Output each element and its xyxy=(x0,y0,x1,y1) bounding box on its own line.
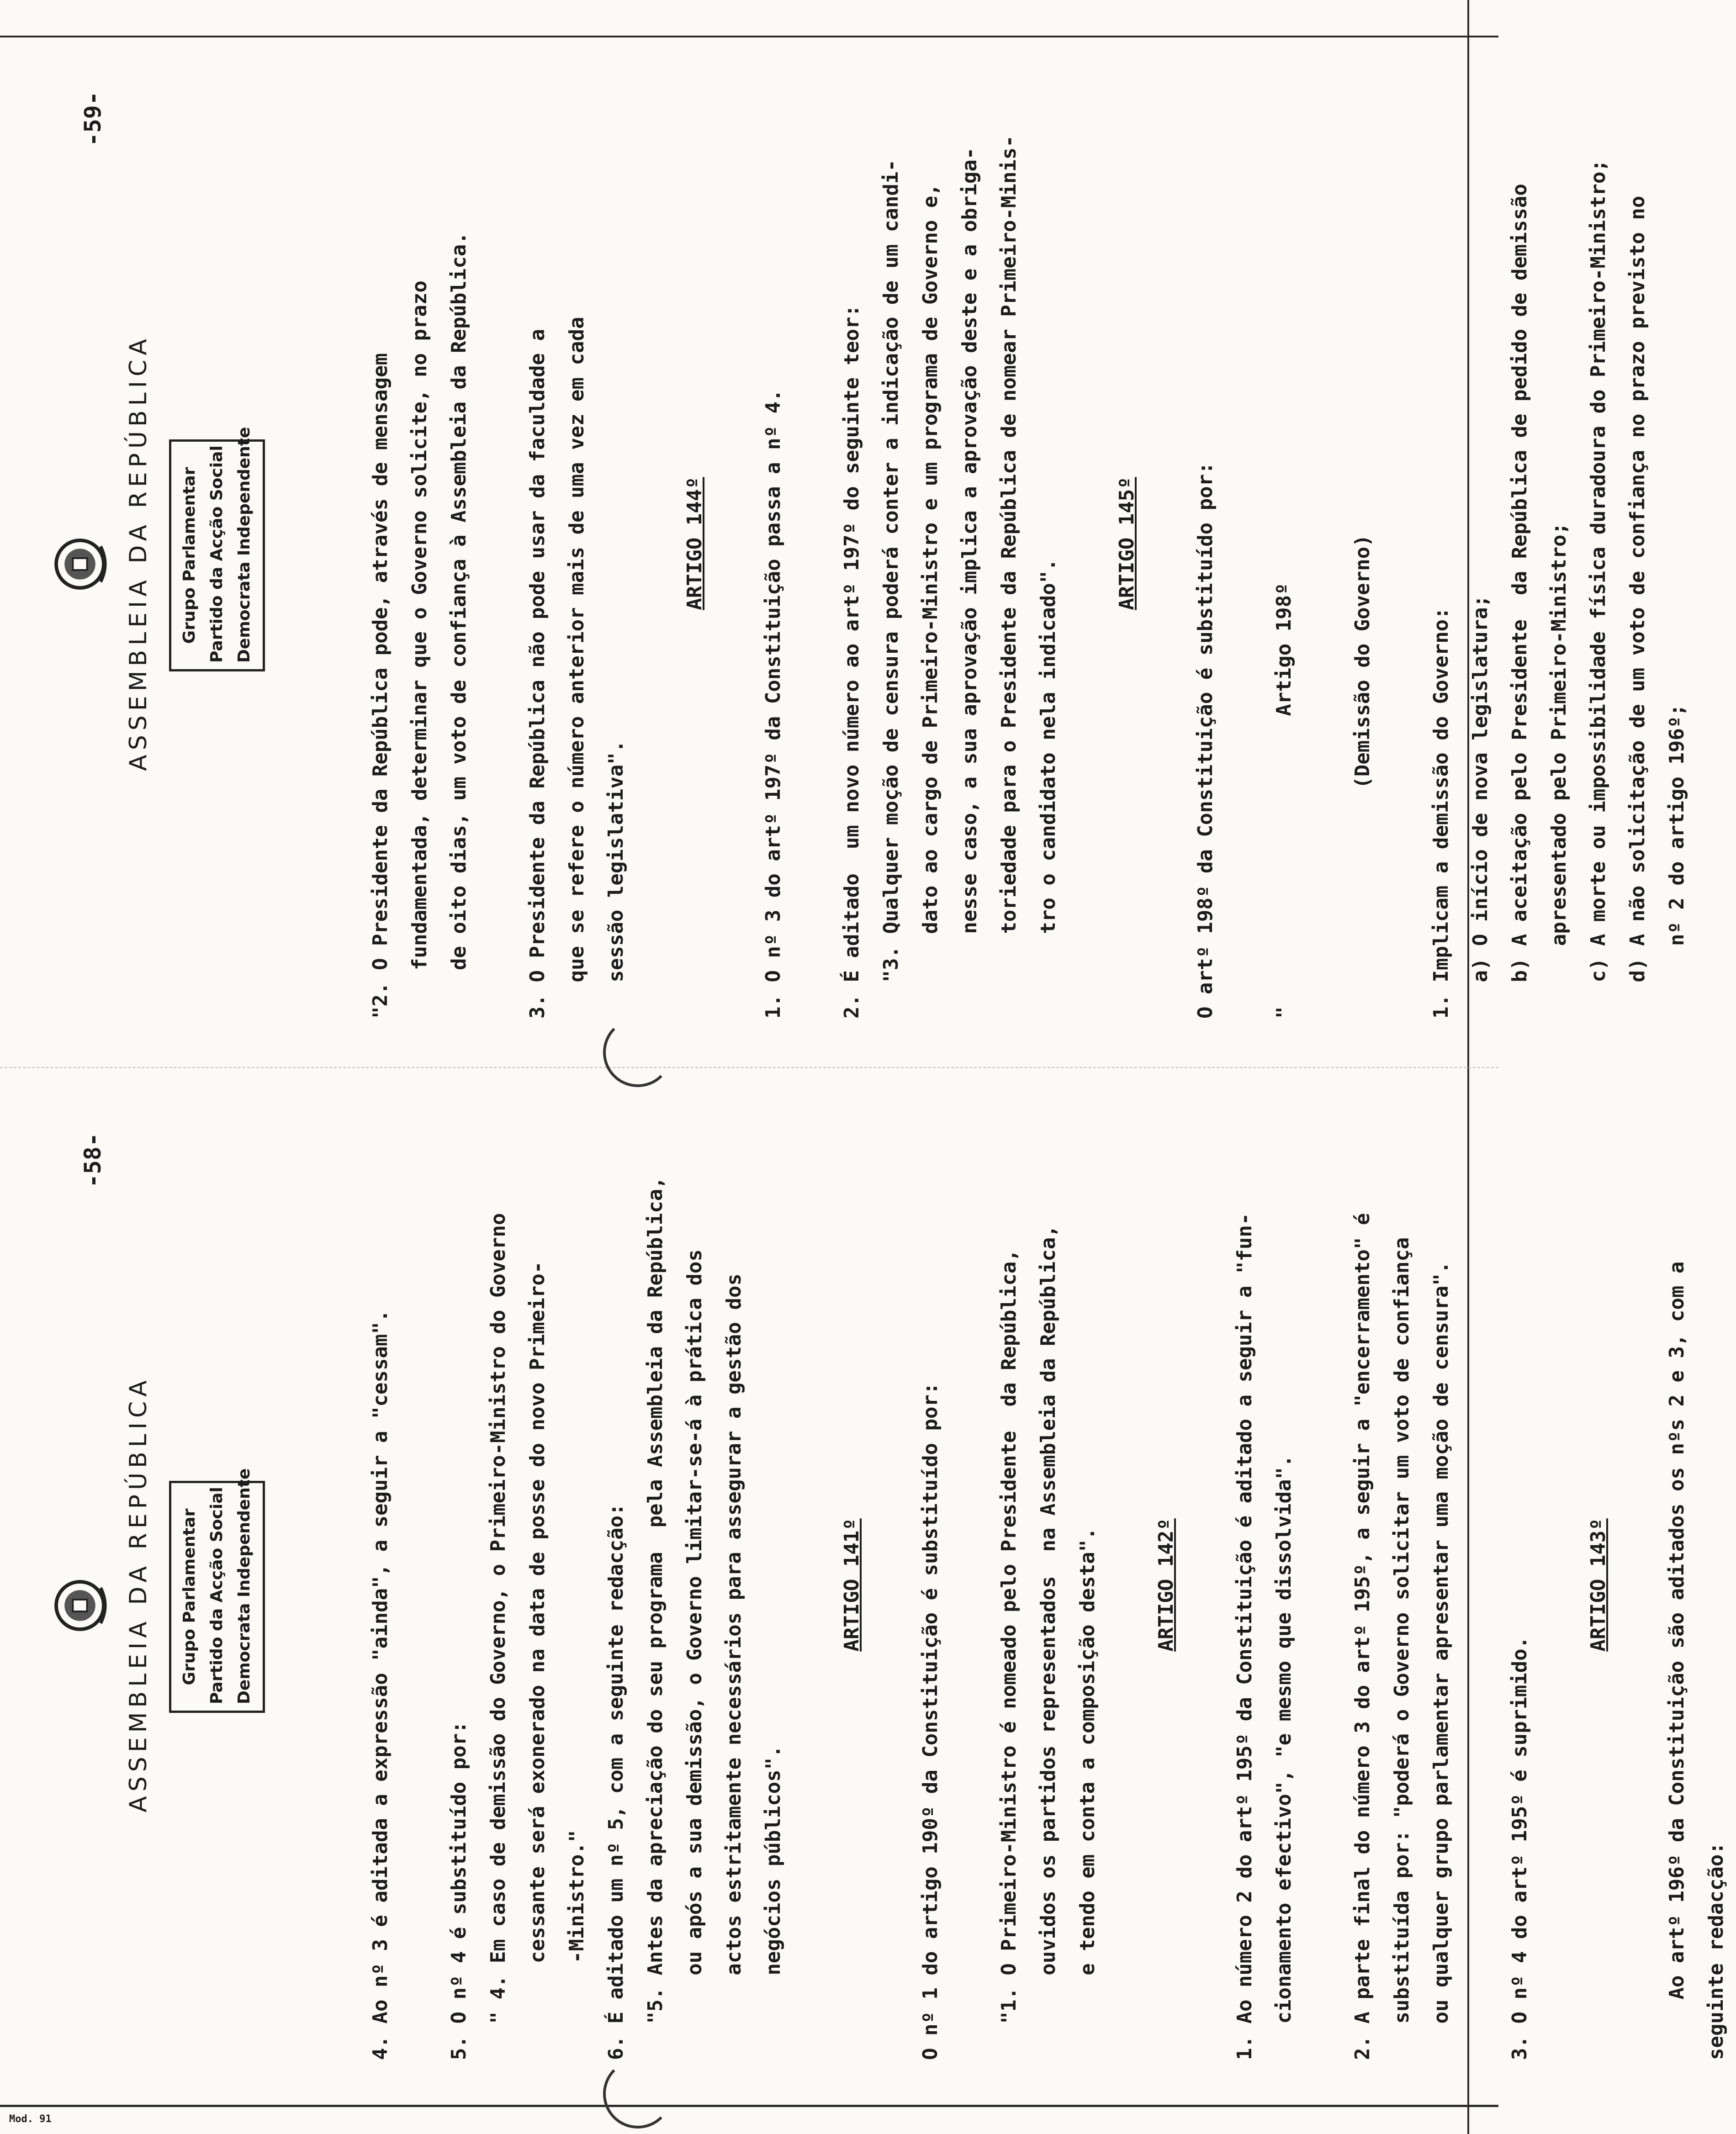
text-line: 3. O nº 4 do artº 195º é suprimido. xyxy=(1508,1636,1531,2060)
text-line: cessante será exonerado na data de posse do novo Primeiro- xyxy=(526,1261,549,2060)
text-line xyxy=(1304,1110,1343,2060)
page-number: -58- xyxy=(79,1133,106,1188)
document-page-59 xyxy=(32,59,1688,1046)
text-line: (Demissão do Governo) xyxy=(1351,534,1374,1019)
text-line xyxy=(636,69,675,1019)
text-line: O nº 1 do artigo 190º da Constituição é substituído por: xyxy=(919,1382,942,2060)
text-line: c) A morte ou impossibilidade física duradoura do Primeiro-Ministro; xyxy=(1587,159,1610,1019)
group-line-1: Grupo Parlamentar xyxy=(180,467,199,644)
parliamentary-group-box xyxy=(169,427,265,671)
article-heading: ARTIGO 144º xyxy=(683,477,706,610)
text-line xyxy=(1618,1110,1657,2060)
text-line: "5. Antes da apreciação do seu programa pela Assembleia da República, xyxy=(644,1177,667,2060)
text-line xyxy=(793,69,832,1019)
text-line xyxy=(793,1110,832,2060)
page-header xyxy=(32,1101,306,2087)
text-line: ou qualquer grupo parlamentar apresentar uma moção de censura". xyxy=(1429,1261,1453,2060)
text-line: nesse caso, a sua aprovação implica a aprovação deste e a obriga- xyxy=(958,147,981,1019)
text-line xyxy=(1304,69,1343,1019)
text-line: e tendo em conta a composição desta". xyxy=(1076,1527,1099,2060)
document-page-58 xyxy=(32,1101,1728,2087)
parliamentary-group-box xyxy=(169,1468,265,1713)
group-line-3: Democrata Independente xyxy=(235,427,254,663)
page-number: -59- xyxy=(79,91,106,147)
scan-top-edge xyxy=(0,36,1498,37)
text-line: que se refere o número anterior mais de uma vez em cada xyxy=(565,317,588,1019)
article-heading: ARTIGO 145º xyxy=(1115,477,1138,610)
text-line: 1. O nº 3 do artº 197º da Constituição passa a nº 4. xyxy=(762,389,785,1019)
text-line xyxy=(1382,69,1422,1019)
text-line xyxy=(872,1110,911,2060)
group-line-2: Partido da Acção Social xyxy=(207,445,226,663)
text-line: sessão legislativa". xyxy=(604,740,628,1019)
text-line: 2. A parte final do número 3 do artº 195º, a seguir a "encerramento" é xyxy=(1351,1213,1374,2060)
text-line: 6. É aditado um nº 5, com a seguinte redacção: xyxy=(604,1503,628,2060)
text-line xyxy=(1225,69,1265,1019)
text-line: 3. O Presidente da República não pode usar da faculdade a xyxy=(526,329,549,1019)
text-line: 5. O nº 4 é substituído por: xyxy=(447,1721,471,2060)
text-line: O artº 198º da Constituição é substituído por: xyxy=(1194,462,1217,1019)
text-line xyxy=(950,1110,990,2060)
group-line-3: Democrata Independente xyxy=(235,1468,254,1704)
text-line: 1. Implicam a demissão do Governo: xyxy=(1429,607,1453,1019)
text-line xyxy=(1540,1110,1579,2060)
text-line: ouvidos os partidos representados na Assembleia da República, xyxy=(1037,1225,1060,2060)
text-line: 4. Ao nº 3 é aditada a expressão "ainda", a seguir a "cessam". xyxy=(369,1310,392,2060)
text-line xyxy=(1068,69,1107,1019)
text-line: negócios públicos". xyxy=(762,1745,785,2060)
assembly-name: ASSEMBLEIA DA REPÚBLICA xyxy=(125,334,152,771)
text-line: tro o candidato nela indicado". xyxy=(1037,559,1060,1019)
text-line: fundamentada, determinar que o Governo solicite, no prazo xyxy=(408,280,431,1019)
page-fold-line xyxy=(0,1067,1498,1069)
text-line: d) A não solicitação de um voto de confiança no prazo previsto no xyxy=(1626,195,1649,1019)
page-header xyxy=(32,59,306,1046)
text-line: 2. É aditado um novo número ao artº 197º do seguinte teor: xyxy=(840,305,863,1019)
article-heading: ARTIGO 141º xyxy=(840,1518,863,1652)
text-line: 1. Ao número 2 do artº 195º da Constituição é aditado a seguir a "fun- xyxy=(1233,1213,1256,2060)
text-line: " Artigo 198º xyxy=(1272,583,1296,1019)
text-line: "2. O Presidente da República pode, através de mensagem xyxy=(369,353,392,1019)
group-line-2: Partido da Acção Social xyxy=(207,1487,226,1704)
text-line: seguinte redacção: xyxy=(1704,1842,1728,2060)
text-line: "3. Qualquer moção de censura poderá conter a indicação de um candi- xyxy=(879,159,903,1019)
form-model-mark: Mod. 91 xyxy=(9,2113,52,2125)
text-line xyxy=(715,69,754,1019)
text-line: actos estritamente necessários para assegurar a gestão dos xyxy=(722,1273,746,2060)
page-body-text xyxy=(361,69,1697,1019)
group-line-1: Grupo Parlamentar xyxy=(180,1508,199,1685)
text-line: Ao artº 196º da Constituição são aditados os nºs 2 e 3, com a xyxy=(1665,1261,1688,2060)
article-heading: ARTIGO 143º xyxy=(1587,1518,1610,1652)
text-line: "1. O Primeiro-Ministro é nomeado pelo Presidente da República, xyxy=(997,1249,1021,2060)
binder-hole-mark xyxy=(603,2059,672,2129)
binder-hole-mark xyxy=(603,1018,672,1087)
assembly-name: ASSEMBLEIA DA REPÚBLICA xyxy=(125,1376,152,1812)
text-line: cionamento efectivo", "e mesmo que dissolvida". xyxy=(1272,1455,1296,2060)
coat-of-arms-icon xyxy=(50,1576,110,1635)
text-line xyxy=(479,69,518,1019)
text-line: a) O início de nova legislatura; xyxy=(1469,595,1492,1019)
text-line: apresentado pelo Primeiro-Ministro; xyxy=(1547,522,1571,1019)
text-line xyxy=(1147,69,1186,1019)
text-line: -Ministro." xyxy=(565,1830,588,2060)
text-line: ou após a sua demissão, o Governo limitar-se-á à prática dos xyxy=(683,1249,706,2060)
text-line: " 4. Em caso de demissão do Governo, o Primeiro-Ministro do Governo xyxy=(487,1213,510,2060)
text-line xyxy=(1107,1110,1147,2060)
text-line: dato ao cargo de Primeiro-Ministro e um programa de Governo e, xyxy=(919,184,942,1019)
text-line xyxy=(400,1110,439,2060)
text-line: de oito dias, um voto de confiança à Assembleia da República. xyxy=(447,232,471,1019)
page-body-text xyxy=(361,1110,1736,2060)
text-line: substituída por: "poderá o Governo solicitar um voto de confiança xyxy=(1390,1237,1413,2060)
text-line xyxy=(1461,1110,1500,2060)
text-line xyxy=(1186,1110,1225,2060)
coat-of-arms-icon xyxy=(50,534,110,594)
article-heading: ARTIGO 142º xyxy=(1154,1518,1178,1652)
text-line: toriedade para o Presidente da República de nomear Primeiro-Minis- xyxy=(997,135,1021,1019)
text-line: nº 2 do artigo 196º; xyxy=(1665,704,1688,1019)
text-line: b) A aceitação pelo Presidente da República de pedido de demissão xyxy=(1508,184,1531,1019)
scan-bottom-edge xyxy=(0,2105,1498,2107)
